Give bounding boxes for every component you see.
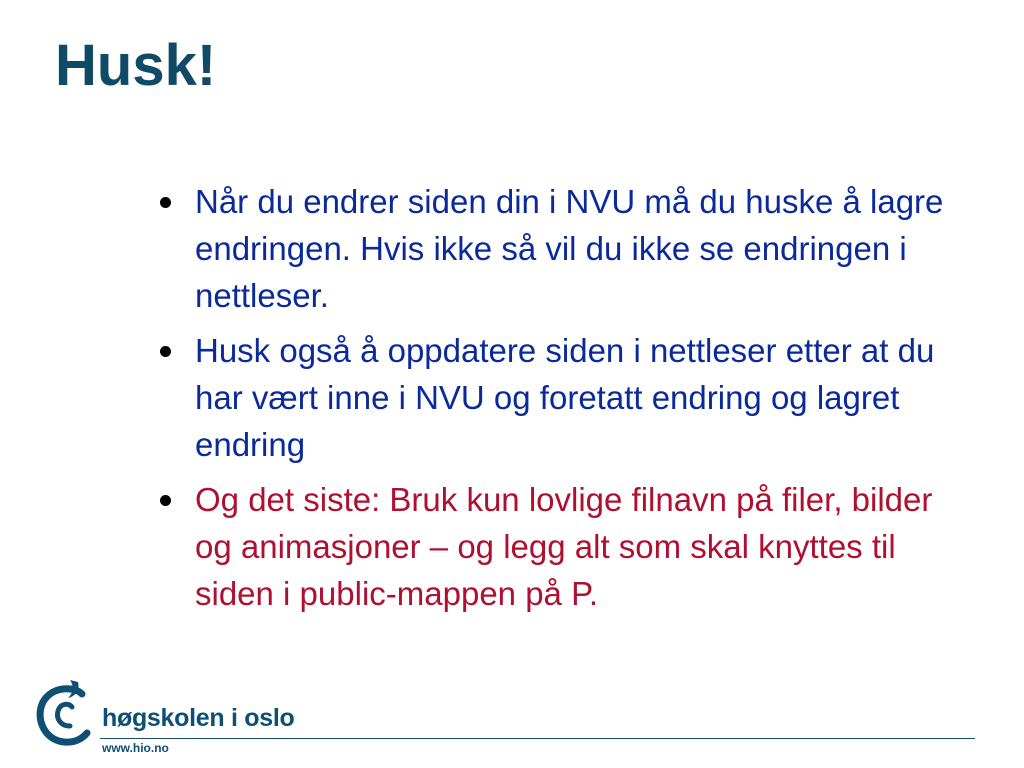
- footer-url: www.hio.no: [102, 741, 169, 755]
- bullet-dot-icon: [160, 197, 171, 208]
- bullet-list: [160, 178, 970, 625]
- bullet-dot-icon: [160, 495, 171, 506]
- footer-divider: [100, 738, 975, 739]
- bullet-item-1: [160, 178, 970, 319]
- bullet-text-2: Husk også å oppdatere siden i nettleser etter at du har vært inne i NVU og foretatt endring og lagret endring: [195, 332, 935, 463]
- bullet-item-3: [160, 476, 970, 617]
- bullet-text-3: Og det siste: Bruk kun lovlige filnavn på filer, bilder og animasjoner – og legg alt som skal knyttes til siden i public-mappen på P.: [195, 481, 933, 612]
- footer-logo: [34, 676, 979, 760]
- slide-title: Husk!: [55, 33, 217, 98]
- bullet-item-2: [160, 327, 970, 468]
- bullet-dot-icon: [160, 346, 171, 357]
- bullet-text-1: Når du endrer siden din i NVU må du huske å lagre endringen. Hvis ikke så vil du ikke se endringen i nettleser.: [195, 183, 944, 314]
- logo-wordmark: høgskolen i oslo: [102, 704, 295, 732]
- hio-logo-icon: [34, 676, 98, 748]
